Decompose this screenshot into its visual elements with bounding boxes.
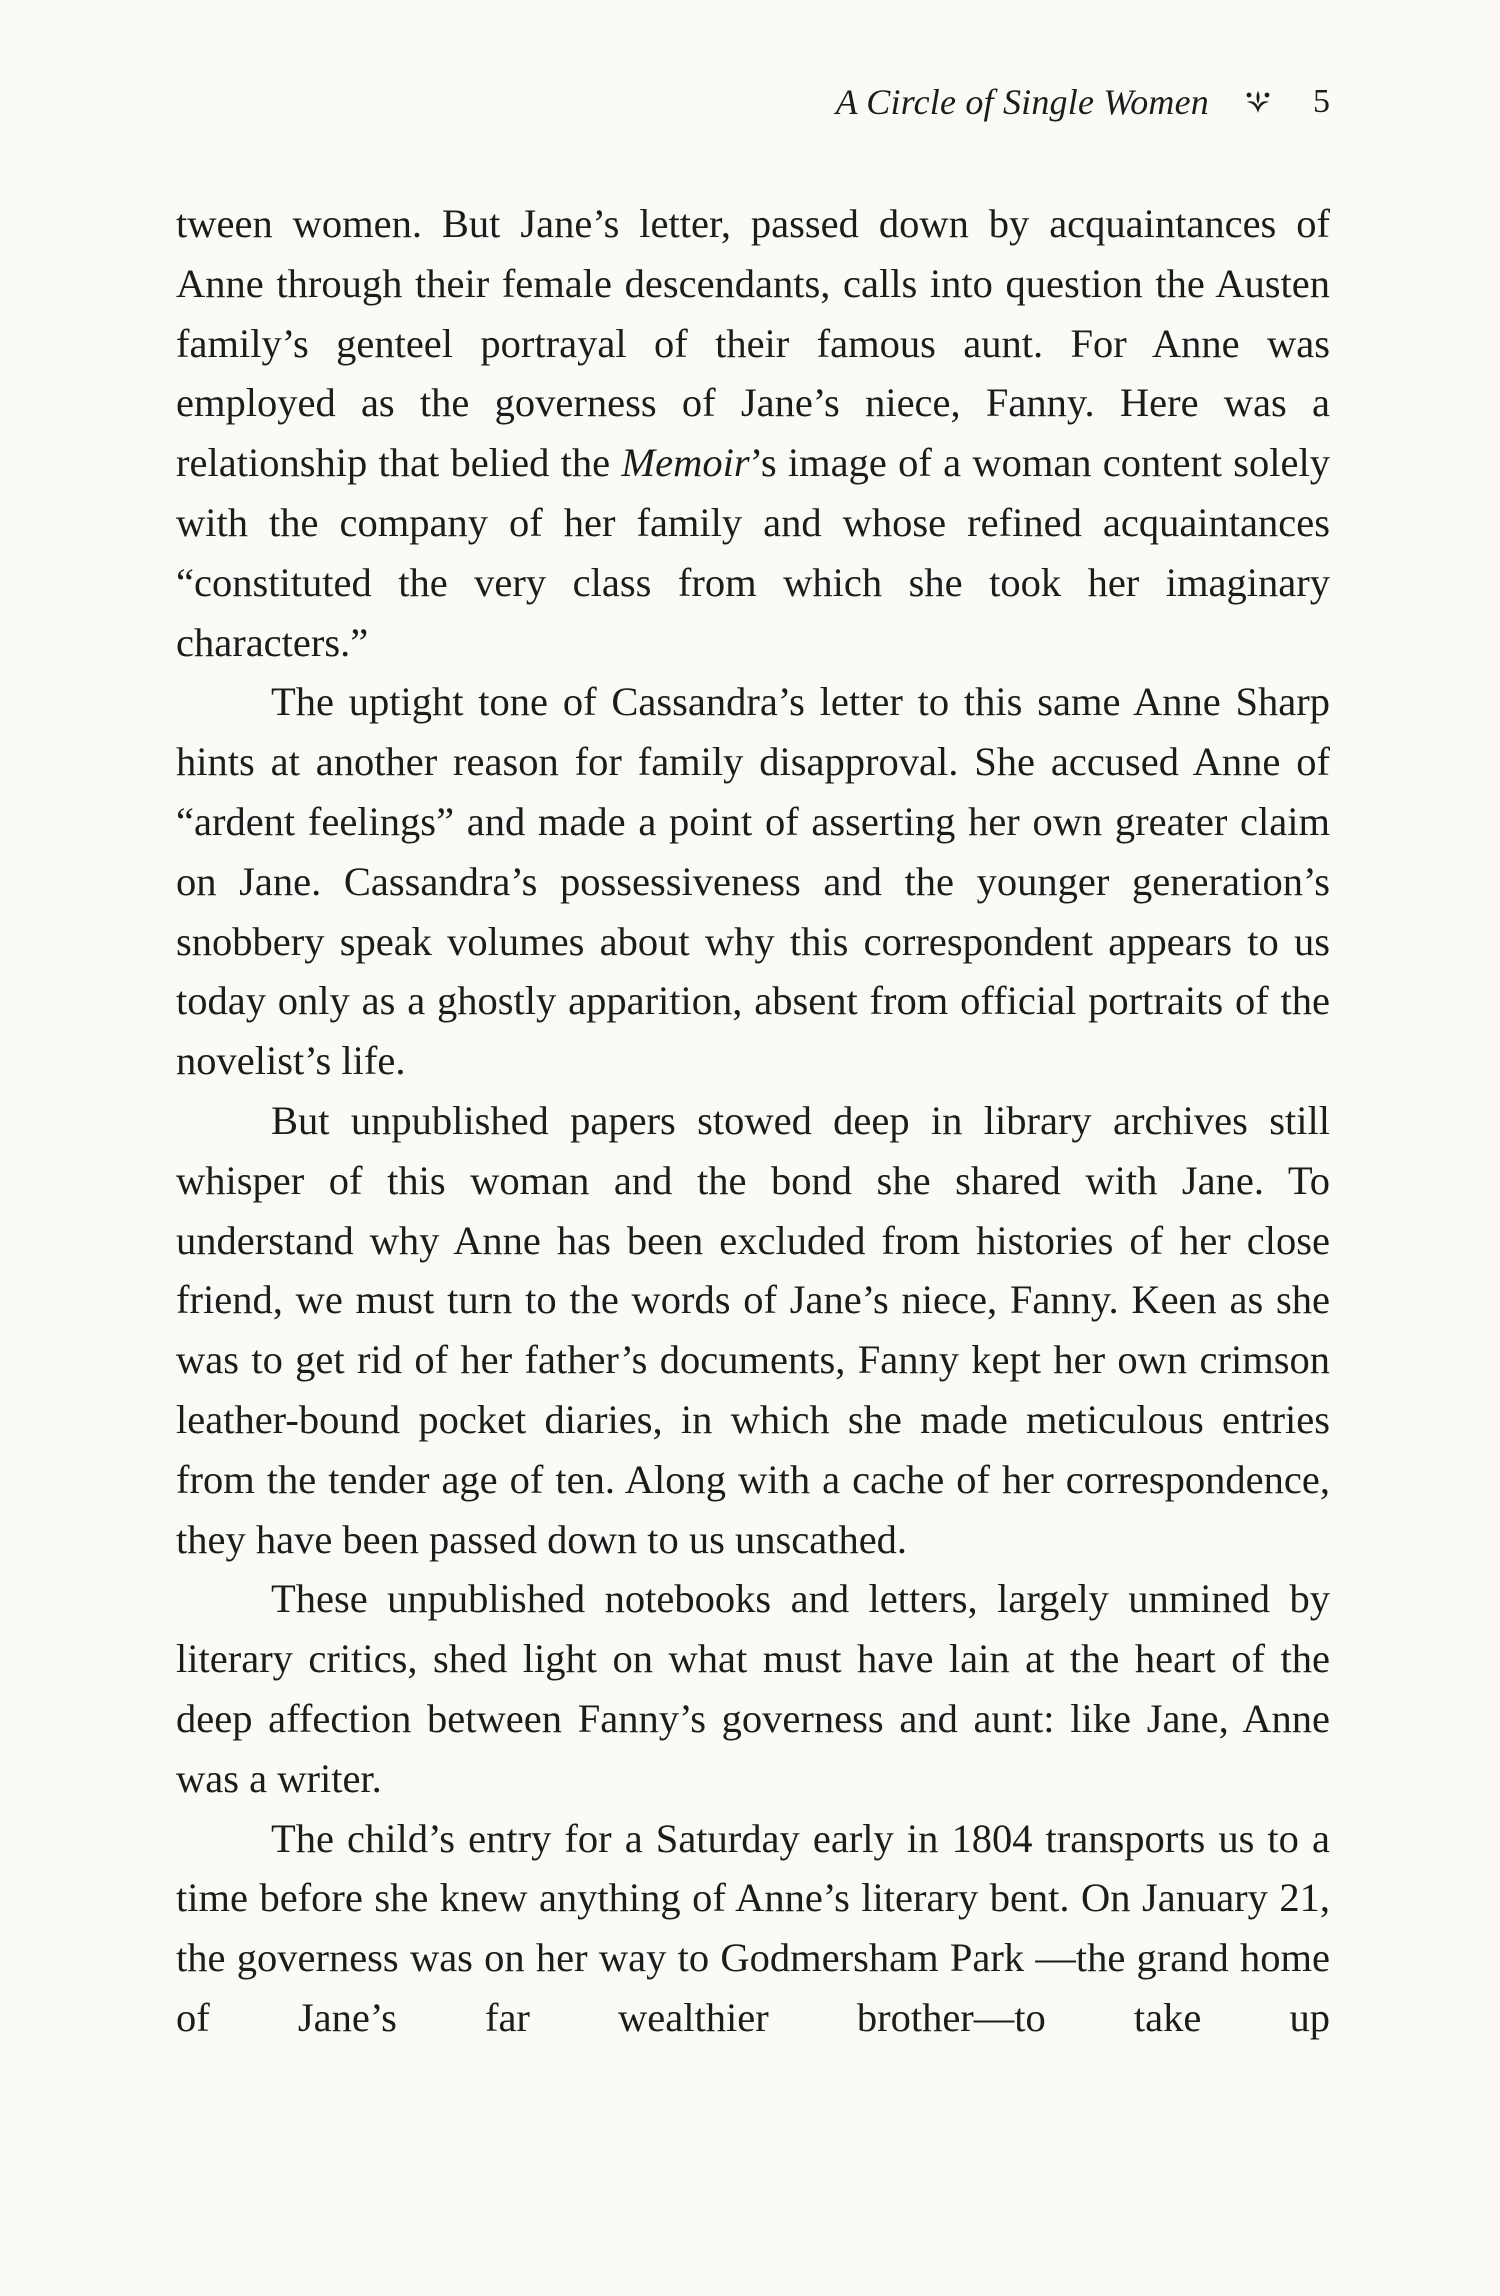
- paragraph-4: These unpublished notebooks and letters, largely unmined by literary critics, shed light on what must have lain at the heart of the deep affection between Fanny’s governess and aunt: like Jane, Anne was a writer.: [176, 1576, 1330, 1801]
- body-text: [176, 194, 1330, 2048]
- paragraph-1: [176, 194, 1330, 672]
- paragraph-1-text-a: tween women. But Jane’s letter, passed down by acquaintances of Anne through their female descendants, calls into question the Austen family’s genteel portrayal of their famous aunt. For Anne was employed as the governess of Jane’s niece, Fanny. Here was a relationship that belied the: [176, 201, 1330, 486]
- paragraph-5: The child’s entry for a Saturday early in 1804 transports us to a time before she knew anything of Anne’s literary bent. On January 21, the governess was on her way to Godmersham Park —the grand home of Jane’s far wealthier brother—to take up: [176, 1815, 1330, 2040]
- page-number: 5: [1313, 83, 1330, 120]
- memoir-title: Memoir: [621, 440, 750, 486]
- paragraph-2: The uptight tone of Cassandra’s letter to this same Anne Sharp hints at another reason for family disapproval. She accused Anne of “ardent feelings” and made a point of asserting her own greater claim on Jane. Cassandra’s possessiveness and the younger generation’s snobbery speak volumes about why this correspondent appears to us today only as a ghostly apparition, absent from official portraits of the novelist’s life.: [176, 679, 1330, 1084]
- running-title: A Circle of Single Women: [835, 82, 1209, 122]
- paragraph-1-text-b: ’s image of a woman content solely with the company of her family and whose refined acquaintances “constituted the very class from which she took her imaginary characters.”: [176, 440, 1330, 665]
- paragraph-3: But unpublished papers stowed deep in library archives still whisper of this woman and the bond she shared with Jane. To understand why Anne has been excluded from histories of her close friend, we must turn to the words of Jane’s niece, Fanny. Keen as she was to get rid of her father’s documents, Fanny kept her own crimson leather-bound pocket diaries, in which she made meticulous entries from the tender age of ten. Along with a cache of her correspondence, they have been passed down to us unscathed.: [176, 1097, 1330, 1562]
- fleuron-icon: [1243, 89, 1273, 115]
- running-head: [176, 72, 1330, 132]
